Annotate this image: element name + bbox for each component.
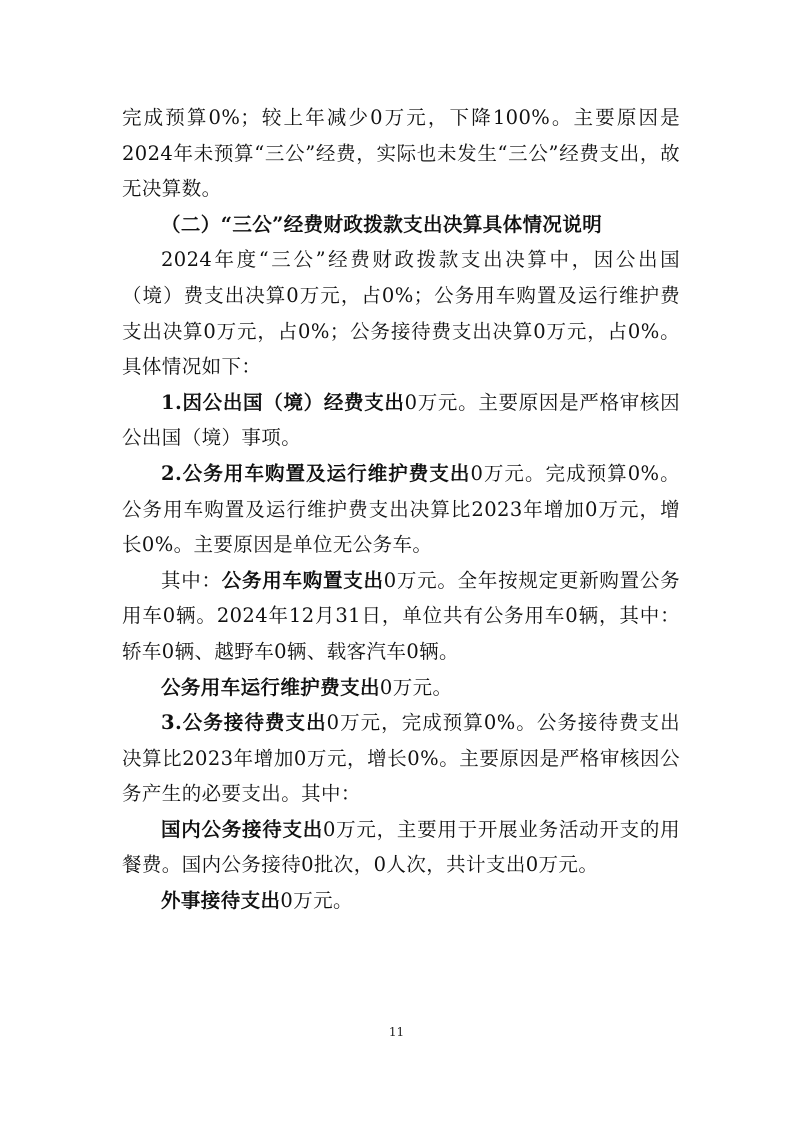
overseas-travel-heading: 1.因公出国（境）经费支出 bbox=[161, 390, 405, 414]
section-heading-three-public: （二）“三公”经费财政拨款支出决算具体情况说明 bbox=[161, 212, 603, 236]
document-body bbox=[122, 100, 680, 919]
foreign-reception-text: 0万元。 bbox=[280, 889, 353, 913]
paragraph-domestic-reception bbox=[122, 812, 680, 883]
domestic-reception-heading: 国内公务接待支出 bbox=[161, 817, 323, 841]
overseas-travel-text: 0万元。主要原因是严格审核因公出国（境）事项。 bbox=[122, 390, 680, 450]
paragraph-three-public-overview: 2024年度“三公”经费财政拨款支出决算中，因公出国（境）费支出决算0万元，占0%；公务用车购置及运行维护费支出决算0万元，占0%；公务接待费支出决算0万元，占0%。具体情况如下： bbox=[122, 248, 680, 379]
vehicle-purchase-lead: 其中： bbox=[161, 568, 222, 592]
paragraph-budget-summary: 完成预算0%；较上年减少0万元，下降100%。主要原因是2024年未预算“三公”经费，实际也未发生“三公”经费支出，故无决算数。 bbox=[122, 106, 680, 201]
vehicle-expense-text: 0万元。完成预算0%。公务用车购置及运行维护费支出决算比2023年增加0万元，增长0%。主要原因是单位无公务车。 bbox=[122, 461, 680, 557]
vehicle-purchase-text: 0万元。全年按规定更新购置公务用车0辆。2024年12月31日，单位共有公务用车0辆，其中：轿车0辆、越野车0辆、载客汽车0辆。 bbox=[122, 568, 680, 663]
paragraph-vehicle-maintenance bbox=[122, 670, 680, 706]
domestic-reception-text: 0万元，主要用于开展业务活动开支的用餐费。国内公务接待0批次，0人次，共计支出0万元。 bbox=[122, 817, 680, 877]
vehicle-maintenance-heading: 公务用车运行维护费支出 bbox=[161, 675, 380, 699]
reception-expense-text: 0万元，完成预算0%。公务接待费支出决算比2023年增加0万元，增长0%。主要原因是严格审核因公务产生的必要支出。其中： bbox=[122, 711, 680, 806]
paragraph-vehicle-expense bbox=[122, 456, 680, 563]
reception-expense-heading: 3.公务接待费支出 bbox=[161, 711, 327, 735]
paragraph-vehicle-purchase bbox=[122, 563, 680, 670]
page-number: 11 bbox=[388, 1025, 405, 1039]
vehicle-expense-heading: 2.公务用车购置及运行维护费支出 bbox=[161, 461, 471, 485]
vehicle-maintenance-text: 0万元。 bbox=[379, 675, 453, 699]
paragraph-overseas-travel bbox=[122, 385, 680, 456]
paragraph-foreign-reception bbox=[122, 883, 680, 919]
paragraph-reception-expense bbox=[122, 705, 680, 812]
foreign-reception-heading: 外事接待支出 bbox=[161, 889, 281, 913]
vehicle-purchase-heading: 公务用车购置支出 bbox=[221, 568, 384, 592]
